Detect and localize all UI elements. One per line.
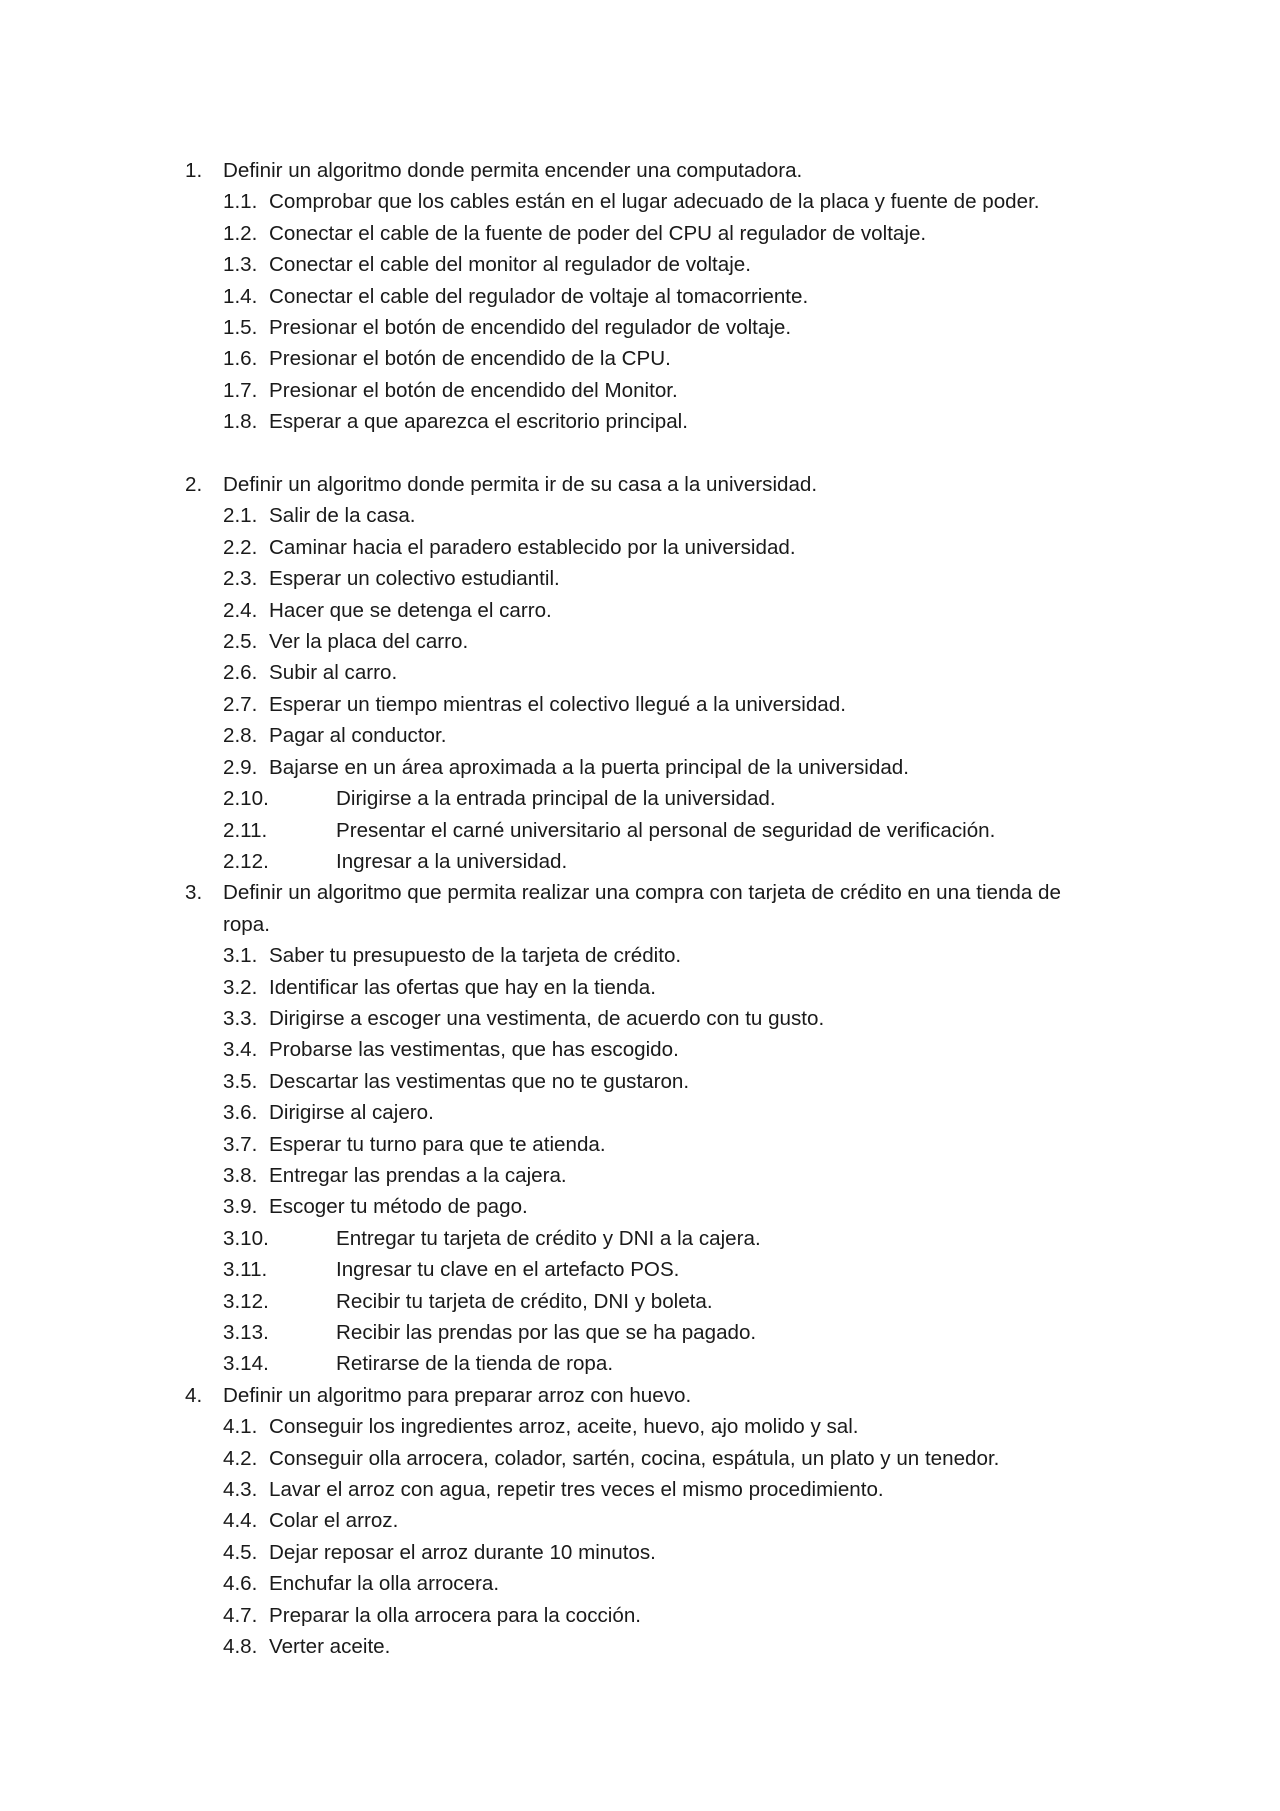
step-text: Subir al carro. [269,661,398,685]
step-text: Presionar el botón de encendido del regulador de voltaje. [269,316,792,340]
step-text: Recibir las prendas por las que se ha pagado. [336,1321,757,1345]
step-number: 3.1. [223,944,258,968]
list-item [0,595,1280,626]
step-number: 2.3. [223,567,258,591]
step-number: 2.4. [223,598,258,622]
step-text: Descartar las vestimentas que no te gustaron. [269,1069,690,1093]
step-text: Recibir tu tarjeta de crédito, DNI y boleta. [336,1289,713,1313]
step-number: 4.3. [223,1478,258,1502]
step-number: 1.1. [223,190,258,214]
step-number: 3.6. [223,1101,258,1125]
step-number: 2.6. [223,661,258,685]
step-text: Presentar el carné universitario al personal de seguridad de verificación. [336,818,996,842]
step-number: 1.6. [223,347,258,371]
step-number: 2.1. [223,504,258,528]
step-text: Entregar tu tarjeta de crédito y DNI a la cajera. [336,1226,761,1250]
step-text: Conseguir los ingredientes arroz, aceite, huevo, ajo molido y sal. [269,1415,859,1439]
list-item [0,1411,1280,1442]
step-number: 3.9. [223,1195,258,1219]
step-number: 1.7. [223,378,258,402]
step-text: Hacer que se detenga el carro. [269,598,552,622]
list-item [0,940,1280,971]
list-item [0,249,1280,280]
step-text: Verter aceite. [269,1635,391,1659]
list-item [0,1631,1280,1662]
step-text: Conectar el cable de la fuente de poder del CPU al regulador de voltaje. [269,221,927,245]
step-number: 4.6. [223,1572,258,1596]
step-text: Esperar a que aparezca el escritorio principal. [269,410,688,434]
step-text: Escoger tu método de pago. [269,1195,528,1219]
step-number: 1.8. [223,410,258,434]
step-number: 2.5. [223,630,258,654]
list-item [0,689,1280,720]
list-item [0,1191,1280,1222]
step-text: Dirigirse al cajero. [269,1101,434,1125]
step-number: 2.9. [223,755,258,779]
list-item [0,657,1280,688]
step-text: Conseguir olla arrocera, colador, sartén, cocina, espátula, un plato y un tenedor. [269,1446,1000,1470]
step-number: 3.2. [223,975,258,999]
list-item [0,1568,1280,1599]
step-number: 4.2. [223,1446,258,1470]
list-item [0,1034,1280,1065]
algorithm-section-4 [0,1380,1280,1663]
step-text: Caminar hacia el paradero establecido por la universidad. [269,535,796,559]
list-item [0,218,1280,249]
list-item [0,1160,1280,1191]
step-number: 4.8. [223,1635,258,1659]
step-text: Colar el arroz. [269,1509,399,1533]
step-number: 3.7. [223,1132,258,1156]
list-item [0,1097,1280,1128]
section-title: Definir un algoritmo que permita realizar una compra con tarjeta de crédito en una tienda de ropa. [223,881,1061,936]
list-item [0,1129,1280,1160]
step-text: Esperar tu turno para que te atienda. [269,1132,606,1156]
section-number: 4. [185,1383,203,1407]
document-page [0,155,1280,1662]
step-number: 1.2. [223,221,258,245]
list-item [0,1348,1280,1379]
step-number: 2.11. [223,818,268,842]
list-item [0,532,1280,563]
step-number: 1.5. [223,316,258,340]
list-item [0,375,1280,406]
list-item [0,1474,1280,1505]
section-number: 1. [185,159,203,182]
step-number: 4.4. [223,1509,258,1533]
step-text: Pagar al conductor. [269,724,447,748]
step-text: Ingresar tu clave en el artefacto POS. [336,1258,680,1282]
step-text: Salir de la casa. [269,504,416,528]
list-item [0,1505,1280,1536]
step-text: Saber tu presupuesto de la tarjeta de crédito. [269,944,682,968]
step-text: Esperar un colectivo estudiantil. [269,567,560,591]
list-item [0,406,1280,437]
step-text: Bajarse en un área aproximada a la puerta principal de la universidad. [269,755,909,779]
section-title: Definir un algoritmo donde permita encender una computadora. [223,159,803,182]
algorithm-section-3 [0,877,1280,1380]
section-heading [0,469,1280,500]
step-number: 4.7. [223,1603,258,1627]
step-text: Presionar el botón de encendido de la CPU. [269,347,671,371]
step-number: 1.3. [223,253,258,277]
list-item [0,1286,1280,1317]
list-item [0,1443,1280,1474]
algorithm-section-2 [0,469,1280,877]
step-text: Entregar las prendas a la cajera. [269,1163,567,1187]
step-text: Identificar las ofertas que hay en la tienda. [269,975,656,999]
section-heading [0,1380,1280,1411]
step-number: 3.10. [223,1226,269,1250]
step-number: 4.5. [223,1540,258,1564]
step-number: 2.2. [223,535,258,559]
step-text: Esperar un tiempo mientras el colectivo llegué a la universidad. [269,692,846,716]
step-number: 3.4. [223,1038,258,1062]
step-text: Conectar el cable del regulador de voltaje al tomacorriente. [269,284,809,308]
list-item [0,343,1280,374]
list-item [0,1254,1280,1285]
list-item [0,846,1280,877]
list-item [0,626,1280,657]
list-item [0,720,1280,751]
section-number: 3. [185,881,203,905]
step-number: 3.12. [223,1289,269,1313]
step-text: Lavar el arroz con agua, repetir tres veces el mismo procedimiento. [269,1478,884,1502]
list-item [0,186,1280,217]
algorithm-section-1 [0,155,1280,438]
step-number: 4.1. [223,1415,258,1439]
list-item [0,1537,1280,1568]
step-number: 2.7. [223,692,258,716]
list-item [0,1600,1280,1631]
list-item [0,1066,1280,1097]
list-item [0,500,1280,531]
step-text: Probarse las vestimentas, que has escogido. [269,1038,679,1062]
step-text: Comprobar que los cables están en el lugar adecuado de la placa y fuente de poder. [269,190,1040,214]
list-item [0,1003,1280,1034]
step-text: Presionar el botón de encendido del Monitor. [269,378,678,402]
step-text: Conectar el cable del monitor al regulador de voltaje. [269,253,751,277]
section-heading [0,155,1280,186]
list-item [0,783,1280,814]
step-text: Retirarse de la tienda de ropa. [336,1352,614,1376]
step-text: Dirigirse a escoger una vestimenta, de acuerdo con tu gusto. [269,1006,825,1030]
step-number: 3.5. [223,1069,258,1093]
step-number: 3.11. [223,1258,268,1282]
step-text: Dejar reposar el arroz durante 10 minutos. [269,1540,656,1564]
step-number: 2.8. [223,724,258,748]
step-number: 3.8. [223,1163,258,1187]
list-item [0,752,1280,783]
step-text: Dirigirse a la entrada principal de la universidad. [336,787,776,811]
step-text: Ingresar a la universidad. [336,849,568,873]
section-number: 2. [185,473,203,497]
list-item [0,1223,1280,1254]
list-item [0,1317,1280,1348]
section-title: Definir un algoritmo donde permita ir de su casa a la universidad. [223,473,818,497]
list-item [0,815,1280,846]
list-item [0,972,1280,1003]
step-number: 2.12. [223,849,269,873]
list-item [0,312,1280,343]
step-text: Enchufar la olla arrocera. [269,1572,500,1596]
step-text: Ver la placa del carro. [269,630,469,654]
step-text: Preparar la olla arrocera para la cocción. [269,1603,642,1627]
section-heading [0,877,1280,940]
step-number: 3.13. [223,1321,269,1345]
step-number: 3.3. [223,1006,258,1030]
step-number: 2.10. [223,787,269,811]
list-item [0,281,1280,312]
step-number: 1.4. [223,284,258,308]
step-number: 3.14. [223,1352,269,1376]
list-item [0,563,1280,594]
section-title: Definir un algoritmo para preparar arroz con huevo. [223,1383,692,1407]
